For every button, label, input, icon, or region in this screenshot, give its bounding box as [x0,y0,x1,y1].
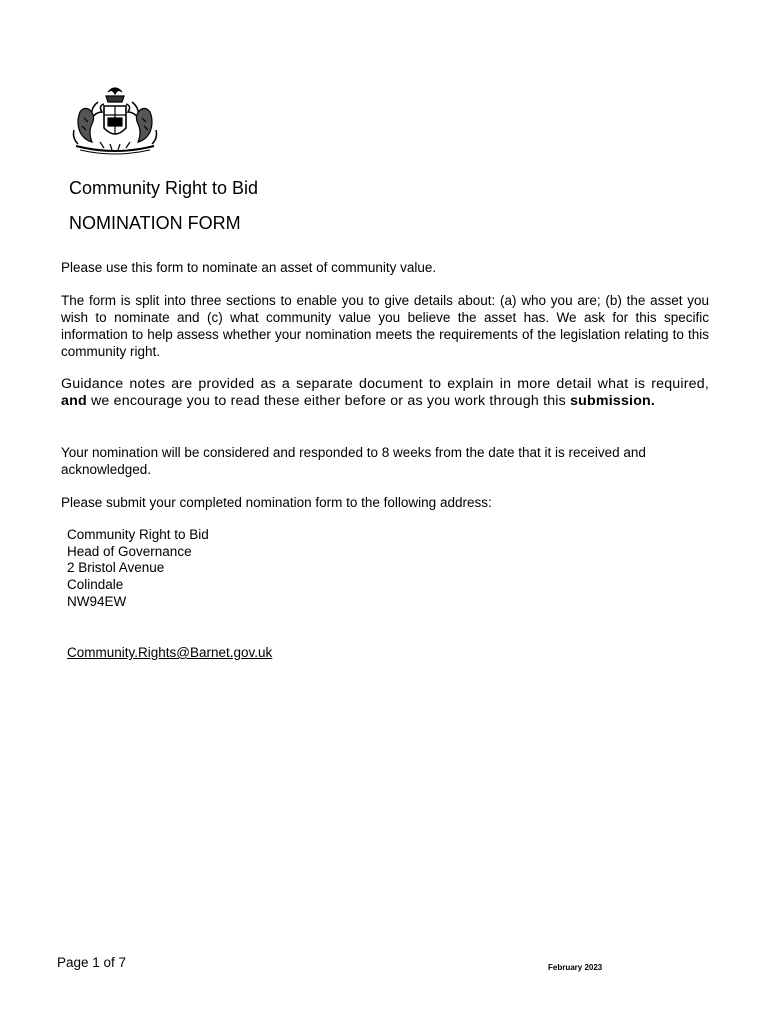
form-title: Community Right to Bid [69,178,259,198]
footer-date: February 2023 [548,963,603,972]
address-line: Community Right to Bid [67,527,209,542]
email-link[interactable]: Community.Rights@Barnet.gov.uk [67,645,273,660]
page-number: Page 1 of 7 [57,955,127,970]
postal-address [67,527,209,611]
address-line: Colindale [67,577,124,593]
guidance-text-1: Guidance notes are provided as a separate document to explain in more detail what is required, [61,376,709,392]
coat-of-arms-icon [70,82,160,158]
sections-paragraph: The form is split into three sections to enable you to give details about: (a) who you are; (b) the asset you wish to nominate and (c) what community value you believe the asset has. We ask for this specific information to help assess whether your nomination meets the requirements of the legislation relating to this community right. [61,293,709,359]
guidance-paragraph [61,376,709,410]
address-line: NW94EW [67,593,127,609]
form-subtitle: NOMINATION FORM [69,213,241,233]
intro-paragraph: Please use this form to nominate an asset of community value. [61,260,437,275]
guidance-bold-submission: submission. [570,393,656,409]
address-line: Head of Governance [67,543,192,559]
guidance-bold-and: and [61,393,87,409]
guidance-text-2: we encourage you to read these either before or as you work through this [86,393,571,409]
submit-paragraph: Please submit your completed nomination form to the following address: [61,495,492,510]
response-paragraph: Your nomination will be considered and responded to 8 weeks from the date that it is received and acknowledged. [61,445,646,477]
address-line: 2 Bristol Avenue [67,560,165,576]
